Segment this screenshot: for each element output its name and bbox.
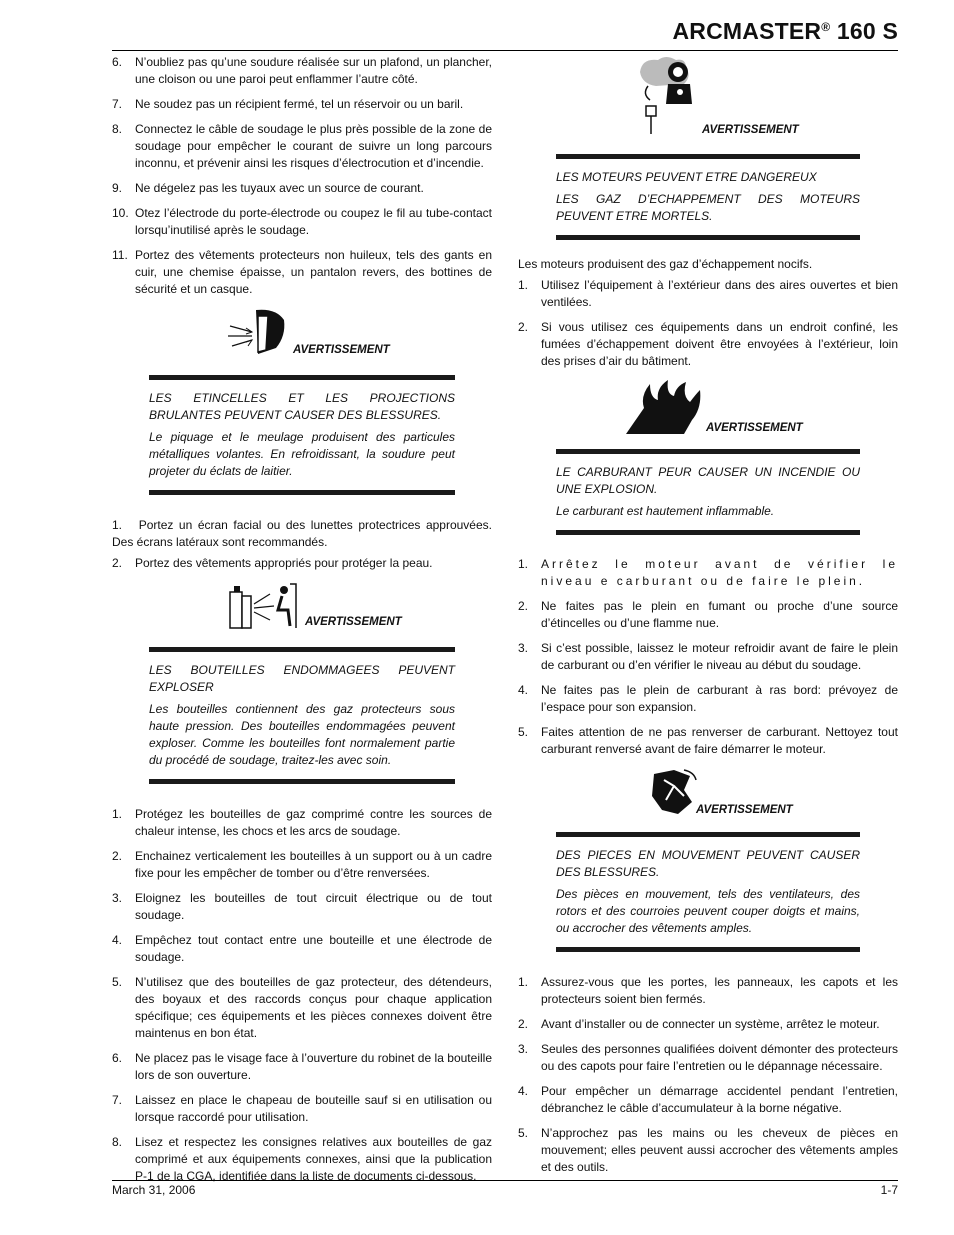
list-item: 5. N’utilisez que des bouteilles de gaz protecteur, des détendeurs, des boyaux et des raccords conçus pour chaque application spécifique; ces équipements et les pièces connexes doivent être maintenus en bon état. xyxy=(112,975,492,1040)
warning-box-cylinders xyxy=(149,647,455,784)
warning-label: AVERTISSEMENT xyxy=(702,124,799,136)
warning-box-engine xyxy=(556,154,860,240)
list-item: 2. Avant d’installer ou de connecter un système, arrêtez le moteur. xyxy=(518,1017,880,1031)
list-item: 10. Otez l’électrode du porte-électrode ou coupez le fil au tube-contact lorsqu’inutilisé après le soudage. xyxy=(112,206,492,237)
moving-parts-hand-icon xyxy=(644,766,700,818)
warning-label: AVERTISSEMENT xyxy=(293,344,390,356)
left-column xyxy=(112,54,492,1193)
list-item: 1. Arrêtez le moteur avant de vérifier le niveau e carburant ou de faire le plein. xyxy=(518,557,898,588)
list-item: 6. Ne placez pas le visage face à l’ouverture du robinet de la bouteille lors de son ouverture. xyxy=(112,1051,492,1082)
list-item: 8. Connectez le câble de soudage le plus près possible de la zone de soudage pour empêcher le courant de suivre un long parcours inconnu, et prévenir ainsi les risques d’électrocution et d’incendie. xyxy=(112,122,492,170)
warning-cylinders xyxy=(112,580,492,632)
warning-moving-parts xyxy=(518,766,898,818)
warning-box-moving-parts xyxy=(556,832,860,952)
warning-fuel xyxy=(518,378,898,438)
list-item: 1. Protégez les bouteilles de gaz comprimé contre les sources de chaleur intense, les chocs et les arcs de soudage. xyxy=(112,807,492,838)
warning-heading: LES MOTEURS PEUVENT ETRE DANGEREUX xyxy=(556,170,817,184)
intro-text: Les moteurs produisent des gaz d’échappement nocifs. xyxy=(518,257,813,271)
warning-text: Des pièces en mouvement, tels des ventilateurs, des rotors et des courroies peuvent couper doigts et mains, ou accrocher des vêtements amples. xyxy=(556,887,860,935)
list-item: 9. Ne dégelez pas les tuyaux avec un source de courant. xyxy=(112,181,424,195)
warning-text: LES GAZ D’ECHAPPEMENT DES MOTEURS PEUVENT ETRE MORTELS. xyxy=(556,192,860,223)
list-item: 1. Portez un écran facial ou des lunettes protectrices approuvées. Des écrans latéraux sont recommandés. xyxy=(112,518,492,549)
warning-label: AVERTISSEMENT xyxy=(706,422,803,434)
gas-cylinder-explosion-icon xyxy=(226,580,308,632)
document-title: ARCMASTER® 160 S xyxy=(672,18,898,44)
page-number: 1-7 xyxy=(880,1183,898,1197)
warning-text: Le carburant est hautement inflammable. xyxy=(556,504,775,518)
right-column xyxy=(518,54,898,1184)
list-item: 7. Laissez en place le chapeau de bouteille sauf si en utilisation ou lorsque raccordé pour utilisation. xyxy=(112,1093,492,1124)
warning-heading: LES ETINCELLES ET LES PROJECTIONS BRULANTES PEUVENT CAUSER DES BLESSURES. xyxy=(149,391,455,422)
list-item: 7. Ne soudez pas un récipient fermé, tel un réservoir ou un baril. xyxy=(112,97,464,111)
list-a xyxy=(112,54,492,298)
warning-label: AVERTISSEMENT xyxy=(696,804,793,816)
list-item: 1. Assurez-vous que les portes, les panneaux, les capots et les protecteurs soient bien fermés. xyxy=(518,975,898,1006)
warning-box-sparks xyxy=(149,375,455,495)
warning-heading: DES PIECES EN MOUVEMENT PEUVENT CAUSER DES BLESSURES. xyxy=(556,848,860,879)
list-item: 2. Si vous utilisez ces équipements dans un endroit confiné, les fumées d’échappement doivent être envoyées à l’extérieur, loin des prises d’air du bâtiment. xyxy=(518,320,898,368)
warning-heading: LES BOUTEILLES ENDOMMAGEES PEUVENT EXPLOSER xyxy=(149,663,455,694)
header-rule xyxy=(112,50,898,51)
list-item: 5. Faites attention de ne pas renverser de carburant. Nettoyez tout carburant renversé avant de faire démarrer le moteur. xyxy=(518,725,898,756)
list-item: 8. Lisez et respectez les consignes relatives aux bouteilles de gaz comprimé et aux équipements connexes, ainsi que la publication P-1 de la CGA, identifiée dans la liste de documents ci-dessous. xyxy=(112,1135,492,1183)
warning-box-fuel xyxy=(556,449,860,535)
exhaust-fumes-person-icon xyxy=(636,54,706,136)
warning-text: Le piquage et le meulage produisent des particules métalliques volantes. En refroidissant, la soudure peut projeter du éclats de laitier. xyxy=(149,430,455,478)
warning-sparks xyxy=(112,306,492,360)
footer-rule xyxy=(112,1180,898,1181)
warning-text: Les bouteilles contiennent des gaz protecteurs sous haute pression. Des bouteilles endommagées peuvent exploser. Comme les bouteilles font normalement partie du procédé de soudage, traitez-les avec soin. xyxy=(149,702,455,767)
list-item: 2. Portez des vêtements appropriés pour protéger la peau. xyxy=(112,556,433,570)
list-item: 2. Ne faites pas le plein en fumant ou proche d’une source d’étincelles ou d’une flamme nue. xyxy=(518,599,898,630)
list-item: 5. N’approchez pas les mains ou les cheveux de pièces en mouvement; elles peuvent aussi accrocher des vêtements amples et des outils. xyxy=(518,1126,898,1174)
sparks-helmet-icon xyxy=(228,306,298,360)
list-item: 3. Eloignez les bouteilles de tout circuit électrique ou de tout soudage. xyxy=(112,891,492,922)
list-item: 3. Seules des personnes qualifiées doivent démonter des protecteurs ou des capots pour faire l’entretien ou le dépannage nécessaire. xyxy=(518,1042,898,1073)
warning-label: AVERTISSEMENT xyxy=(305,616,402,628)
footer-date: March 31, 2006 xyxy=(112,1183,196,1197)
list-c xyxy=(112,806,492,1185)
flame-icon xyxy=(624,378,704,436)
list-item: 1. Utilisez l’équipement à l’extérieur dans des aires ouvertes et bien ventilées. xyxy=(518,278,898,309)
list-item: 2. Enchainez verticalement les bouteilles à un support ou à un cadre fixe pour les empêcher de tomber ou d’être renversées. xyxy=(112,849,492,880)
list-item: 4. Ne faites pas le plein de carburant à ras bord: prévoyez de l’espace pour son expansion. xyxy=(518,683,898,714)
list-item: 4. Empêchez tout contact entre une bouteille et une électrode de soudage. xyxy=(112,933,492,964)
list-item: 4. Pour empêcher un démarrage accidentel pendant l’entretien, débranchez le câble d’accumulateur à la borne négative. xyxy=(518,1084,898,1115)
warning-engine xyxy=(518,54,898,140)
list-item: 6. N’oubliez pas qu’une soudure réalisée sur un plafond, un plancher, une cloison ou une paroi peut enflammer l’autre côté. xyxy=(112,55,492,86)
list-item: 11. Portez des vêtements protecteurs non huileux, tels des gants en cuir, une chemise épaisse, un pantalon revers, des bottines de sécurité et un casque. xyxy=(112,248,492,296)
list-item: 3. Si c’est possible, laissez le moteur refroidir avant de faire le plein de carburant ou d’en vérifier le niveau au début du soudage. xyxy=(518,641,898,672)
warning-heading: LE CARBURANT PEUR CAUSER UN INCENDIE OU UNE EXPLOSION. xyxy=(556,465,860,496)
